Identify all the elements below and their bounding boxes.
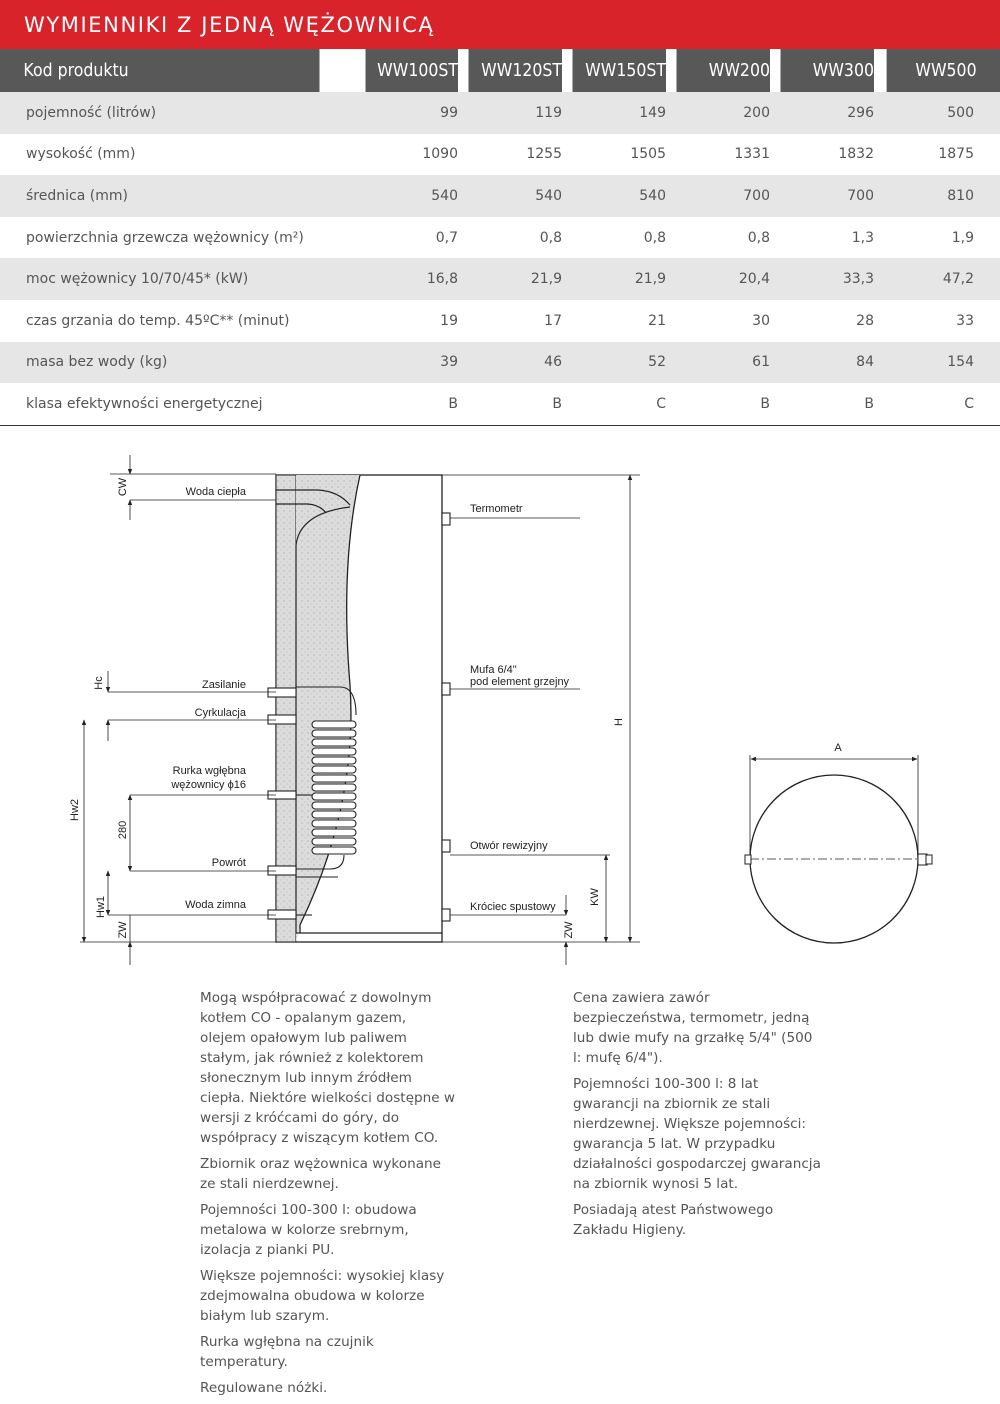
label-zasilanie: Zasilanie bbox=[201, 679, 246, 691]
tank-body bbox=[268, 475, 450, 942]
table-cell: 84 bbox=[770, 342, 874, 384]
column-header: Kod produktu bbox=[0, 49, 320, 92]
dim-hw1: Hw1 bbox=[95, 895, 107, 919]
table-cell: 1090 bbox=[422, 146, 458, 163]
dim-hc: Hc bbox=[93, 676, 105, 690]
label-rurka-2: wężownicy ϕ16 bbox=[171, 779, 246, 791]
label-termometr: Termometr bbox=[470, 503, 523, 515]
table-cell: 149 bbox=[562, 92, 666, 134]
column-header: WW200 bbox=[676, 49, 770, 92]
dim-kw: KW bbox=[589, 888, 601, 906]
table-cell: 0,8 bbox=[747, 229, 770, 246]
notes-right bbox=[573, 988, 823, 1246]
note-paragraph: Regulowane nóżki. bbox=[200, 1380, 328, 1396]
label-powrot: Powrót bbox=[211, 857, 246, 869]
note-paragraph: Większe pojemności: wysokiej klasy zdejmowalna obudowa w kolorze białym lub szarym. bbox=[200, 1268, 445, 1324]
table-cell: 0,8 bbox=[539, 229, 562, 246]
note-paragraph: Pojemności 100-300 l: 8 lat gwarancji na zbiornik ze stali nierdzewnej. Większe pojemności: gwarancja 5 lat. W przypadku działalności gospodarczej gwarancja na zbiornik wynosi 5 lat. bbox=[573, 1076, 821, 1192]
row-label: moc wężownicy 10/70/45* (kW) bbox=[0, 258, 355, 300]
dim-zw-left: ZW bbox=[117, 921, 129, 939]
table-row bbox=[0, 134, 1000, 176]
label-krociec: Króciec spustowy bbox=[470, 901, 556, 913]
table-cell: 700 bbox=[666, 175, 770, 217]
table-cell: 0,7 bbox=[435, 229, 458, 246]
table-cell: 700 bbox=[770, 175, 874, 217]
dim-280: 280 bbox=[117, 820, 129, 840]
table-cell: 52 bbox=[562, 342, 666, 384]
label-woda-zimna: Woda zimna bbox=[185, 899, 246, 911]
column-header: WW300 bbox=[780, 49, 874, 92]
label-mufa-1: Mufa 6/4" bbox=[470, 664, 517, 676]
table-header-row bbox=[0, 49, 1000, 92]
table-cell: 1255 bbox=[526, 146, 562, 163]
table-row bbox=[0, 383, 1000, 425]
column-header: WW100ST bbox=[365, 49, 458, 92]
table-cell: 33,3 bbox=[770, 258, 874, 300]
row-label: masa bez wody (kg) bbox=[0, 342, 355, 384]
table-cell: 810 bbox=[874, 175, 1000, 217]
note-paragraph: Pojemności 100-300 l: obudowa metalowa w kolorze srebrnym, izolacja z pianki PU. bbox=[200, 1202, 417, 1258]
table-row bbox=[0, 300, 1000, 342]
tank-diagram bbox=[0, 425, 1000, 975]
table-row bbox=[0, 258, 1000, 300]
table-cell: 16,8 bbox=[355, 258, 458, 300]
table-row bbox=[0, 342, 1000, 384]
top-view bbox=[745, 755, 932, 943]
label-woda-ciepla: Woda ciepła bbox=[185, 486, 246, 498]
table-cell: 1331 bbox=[734, 146, 770, 163]
note-paragraph: Rurka wgłębna na czujnik temperatury. bbox=[200, 1334, 374, 1370]
table-cell: C bbox=[562, 383, 666, 425]
table-cell: 296 bbox=[770, 92, 874, 134]
row-label: klasa efektywności energetycznej bbox=[0, 383, 355, 425]
table-cell: 200 bbox=[666, 92, 770, 134]
table-cell: 154 bbox=[874, 342, 1000, 384]
note-paragraph: Posiadają atest Państwowego Zakładu Higieny. bbox=[573, 1202, 774, 1238]
table-cell: 540 bbox=[355, 175, 458, 217]
title-bar bbox=[0, 0, 1000, 49]
table-cell: 21,9 bbox=[562, 258, 666, 300]
table-cell: 61 bbox=[666, 342, 770, 384]
dim-a: A bbox=[834, 742, 842, 754]
row-label: powierzchnia grzewcza wężownicy (m²) bbox=[26, 229, 304, 246]
label-rurka-1: Rurka wgłębna bbox=[172, 765, 246, 777]
table-cell: B bbox=[666, 383, 770, 425]
table-cell: 21,9 bbox=[458, 258, 562, 300]
column-header: WW150ST bbox=[572, 49, 666, 92]
table-cell: 1505 bbox=[630, 146, 666, 163]
table-cell: 1832 bbox=[838, 146, 874, 163]
table-row bbox=[0, 92, 1000, 134]
label-mufa-2: pod element grzejny bbox=[470, 676, 570, 688]
table-cell: 0,8 bbox=[643, 229, 666, 246]
note-paragraph: Cena zawiera zawór bezpieczeństwa, termometr, jedną lub dwie mufy na grzałkę 5/4" (500 l: mufę 6/4"). bbox=[573, 990, 813, 1066]
table-cell: 1,9 bbox=[951, 229, 974, 246]
row-label: czas grzania do temp. 45ºC** (minut) bbox=[26, 312, 290, 329]
notes-left bbox=[200, 988, 456, 1404]
dim-h: H bbox=[613, 718, 625, 726]
label-otwor: Otwór rewizyjny bbox=[470, 840, 548, 852]
table-cell: 99 bbox=[355, 92, 458, 134]
table-cell: 540 bbox=[562, 175, 666, 217]
column-header: WW500 bbox=[887, 49, 1000, 92]
dim-hw2: Hw2 bbox=[69, 798, 81, 822]
table-cell: 540 bbox=[458, 175, 562, 217]
table-cell: 33 bbox=[956, 312, 974, 329]
table-row bbox=[0, 217, 1000, 259]
table-cell: 47,2 bbox=[874, 258, 1000, 300]
table-cell: 1875 bbox=[938, 146, 974, 163]
table-cell: B bbox=[770, 383, 874, 425]
table-cell: B bbox=[355, 383, 458, 425]
page-title: WYMIENNIKI Z JEDNĄ WĘŻOWNICĄ bbox=[24, 13, 435, 37]
row-label: pojemność (litrów) bbox=[0, 92, 355, 134]
row-label: wysokość (mm) bbox=[26, 146, 136, 163]
column-header: WW120ST bbox=[468, 49, 562, 92]
table-cell: 30 bbox=[752, 312, 770, 329]
spec-table bbox=[0, 49, 1000, 426]
table-cell: 20,4 bbox=[666, 258, 770, 300]
table-cell: C bbox=[874, 383, 1000, 425]
table-cell: 19 bbox=[440, 312, 458, 329]
table-cell: 500 bbox=[874, 92, 1000, 134]
dim-cw: CW bbox=[117, 477, 129, 497]
label-cyrkulacja: Cyrkulacja bbox=[194, 707, 246, 719]
table-cell: 46 bbox=[458, 342, 562, 384]
dim-zw-right: ZW bbox=[563, 921, 575, 939]
row-label: średnica (mm) bbox=[0, 175, 355, 217]
table-cell: 21 bbox=[648, 312, 666, 329]
table-cell: 28 bbox=[856, 312, 874, 329]
table-row bbox=[0, 175, 1000, 217]
table-cell: 1,3 bbox=[851, 229, 874, 246]
table-cell: B bbox=[458, 383, 562, 425]
table-cell: 119 bbox=[458, 92, 562, 134]
note-paragraph: Mogą współpracować z dowolnym kotłem CO - opalanym gazem, olejem opałowym lub paliwem stałym, jak również z kolektorem słonecznym lub innym źródłem ciepła. Niektóre wielkości dostępne w wersji z króćcami do góry, do współpracy z wiszącym kotłem CO. bbox=[200, 990, 456, 1146]
table-cell: 39 bbox=[355, 342, 458, 384]
note-paragraph: Zbiornik oraz wężownica wykonane ze stali nierdzewnej. bbox=[200, 1156, 442, 1192]
table-cell: 17 bbox=[544, 312, 562, 329]
